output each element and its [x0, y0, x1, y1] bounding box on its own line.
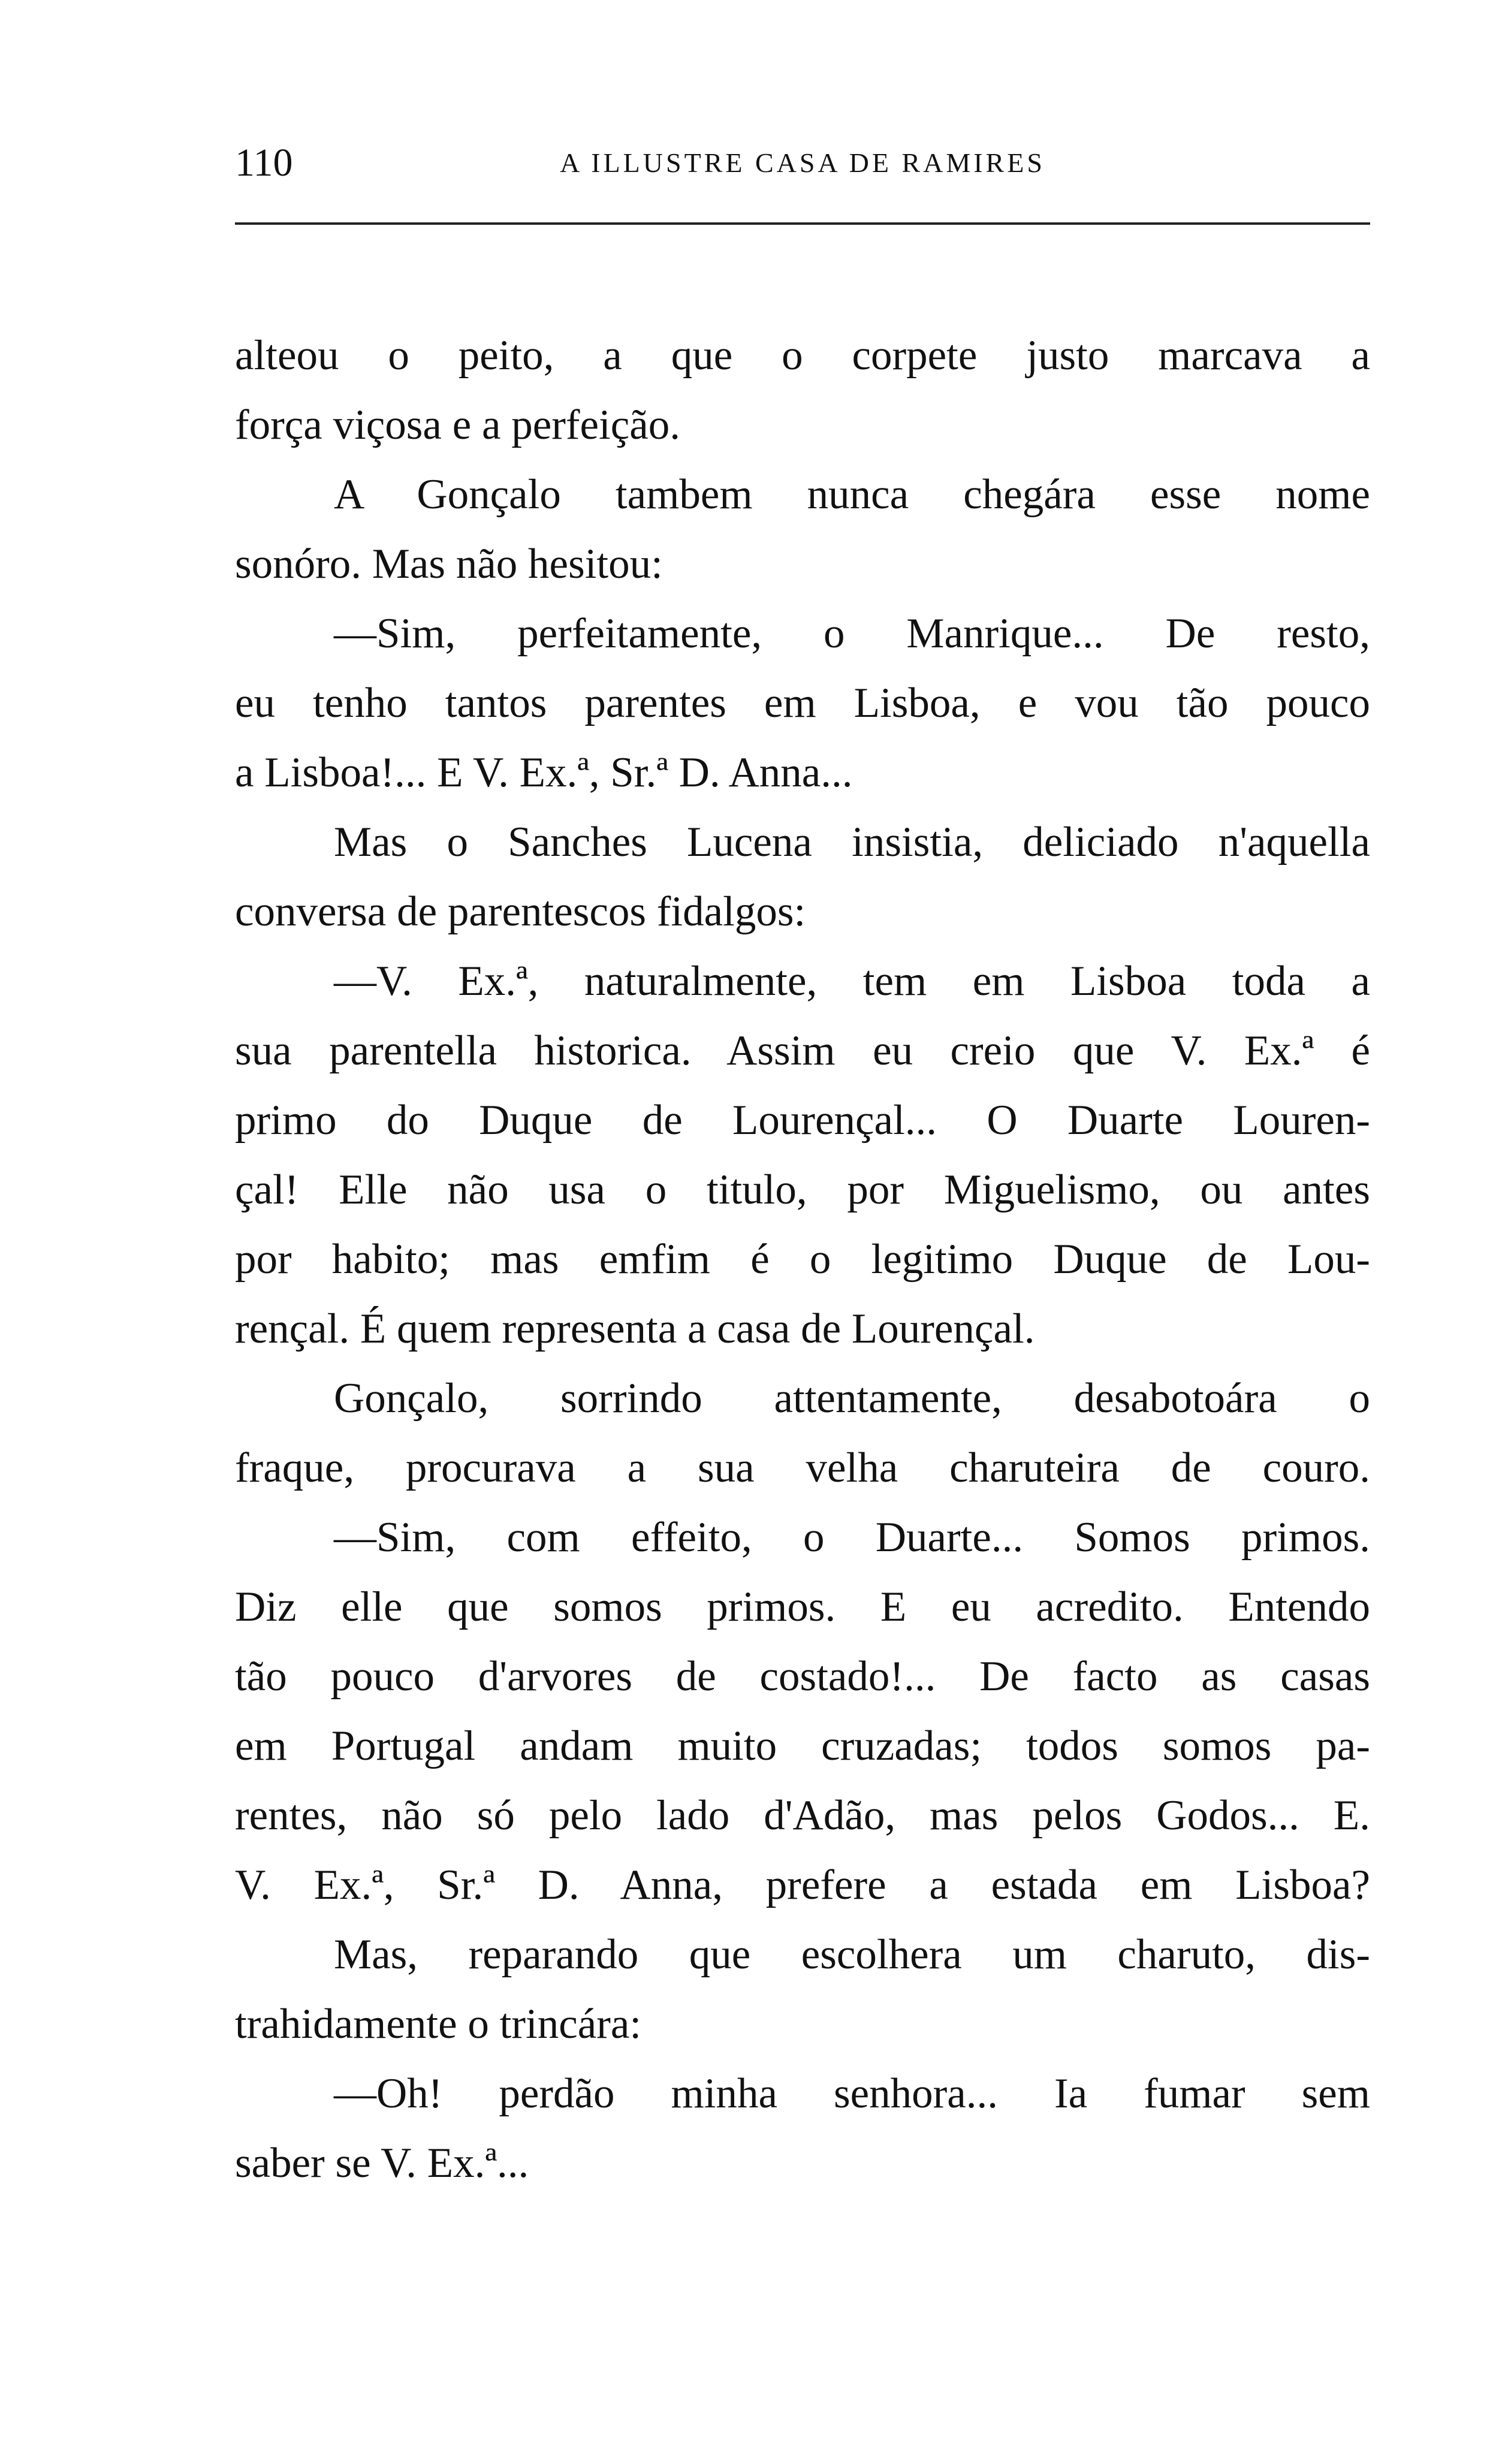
body-text — [235, 321, 1370, 2198]
running-header — [235, 139, 1370, 187]
text-line: rentes, não só pelo lado d'Adão, mas pelos Godos... E. — [235, 1792, 1370, 1839]
text-line: por habito; mas emfim é o legitimo Duque de Lou- — [235, 1236, 1370, 1283]
text-line: —Oh! perdão minha senhora... Ia fumar sem — [334, 2070, 1370, 2117]
page-number: 110 — [235, 141, 293, 185]
header-rule — [235, 222, 1370, 225]
text-line: Mas o Sanches Lucena insistia, deliciado n'aquella — [334, 819, 1370, 865]
text-line: çal! Elle não usa o titulo, por Miguelismo, ou antes — [235, 1166, 1370, 1213]
text-line: eu tenho tantos parentes em Lisboa, e vou tão pouco — [235, 680, 1370, 726]
text-line: —V. Ex.ª, naturalmente, tem em Lisboa toda a — [334, 958, 1370, 1005]
text-line: força viçosa e a perfeição. — [235, 402, 681, 448]
text-line: —Sim, com effeito, o Duarte... Somos primos. — [334, 1514, 1370, 1561]
text-line: Diz elle que somos primos. E eu acredito. Entendo — [235, 1584, 1370, 1630]
text-line: alteou o peito, a que o corpete justo marcava a — [235, 332, 1370, 379]
text-line: —Sim, perfeitamente, o Manrique... De resto, — [334, 610, 1370, 657]
text-line: primo do Duque de Lourençal... O Duarte Louren- — [235, 1097, 1370, 1144]
text-line: sonóro. Mas não hesitou: — [235, 541, 663, 587]
running-title: A ILLUSTRE CASA DE RAMIRES — [560, 147, 1045, 178]
text-line: trahidamente o trincára: — [235, 2001, 642, 2047]
text-line: tão pouco d'arvores de costado!... De facto as casas — [235, 1653, 1370, 1700]
text-line: fraque, procurava a sua velha charuteira de couro. — [235, 1444, 1370, 1491]
text-line: sua parentella historica. Assim eu creio que V. Ex.ª é — [235, 1027, 1370, 1074]
text-line: Mas, reparando que escolhera um charuto, dis- — [334, 1931, 1370, 1978]
text-line: V. Ex.ª, Sr.ª D. Anna, prefere a estada em Lisboa? — [235, 1862, 1370, 1908]
text-line: A Gonçalo tambem nunca chegára esse nome — [334, 471, 1370, 518]
text-line: conversa de parentescos fidalgos: — [235, 888, 806, 935]
text-line: a Lisboa!... E V. Ex.ª, Sr.ª D. Anna... — [235, 749, 853, 796]
text-line: saber se V. Ex.ª... — [235, 2140, 529, 2186]
text-line: em Portugal andam muito cruzadas; todos somos pa- — [235, 1723, 1370, 1769]
text-line: rençal. É quem representa a casa de Lourençal. — [235, 1305, 1035, 1352]
text-line: Gonçalo, sorrindo attentamente, desabotoára o — [334, 1375, 1370, 1422]
